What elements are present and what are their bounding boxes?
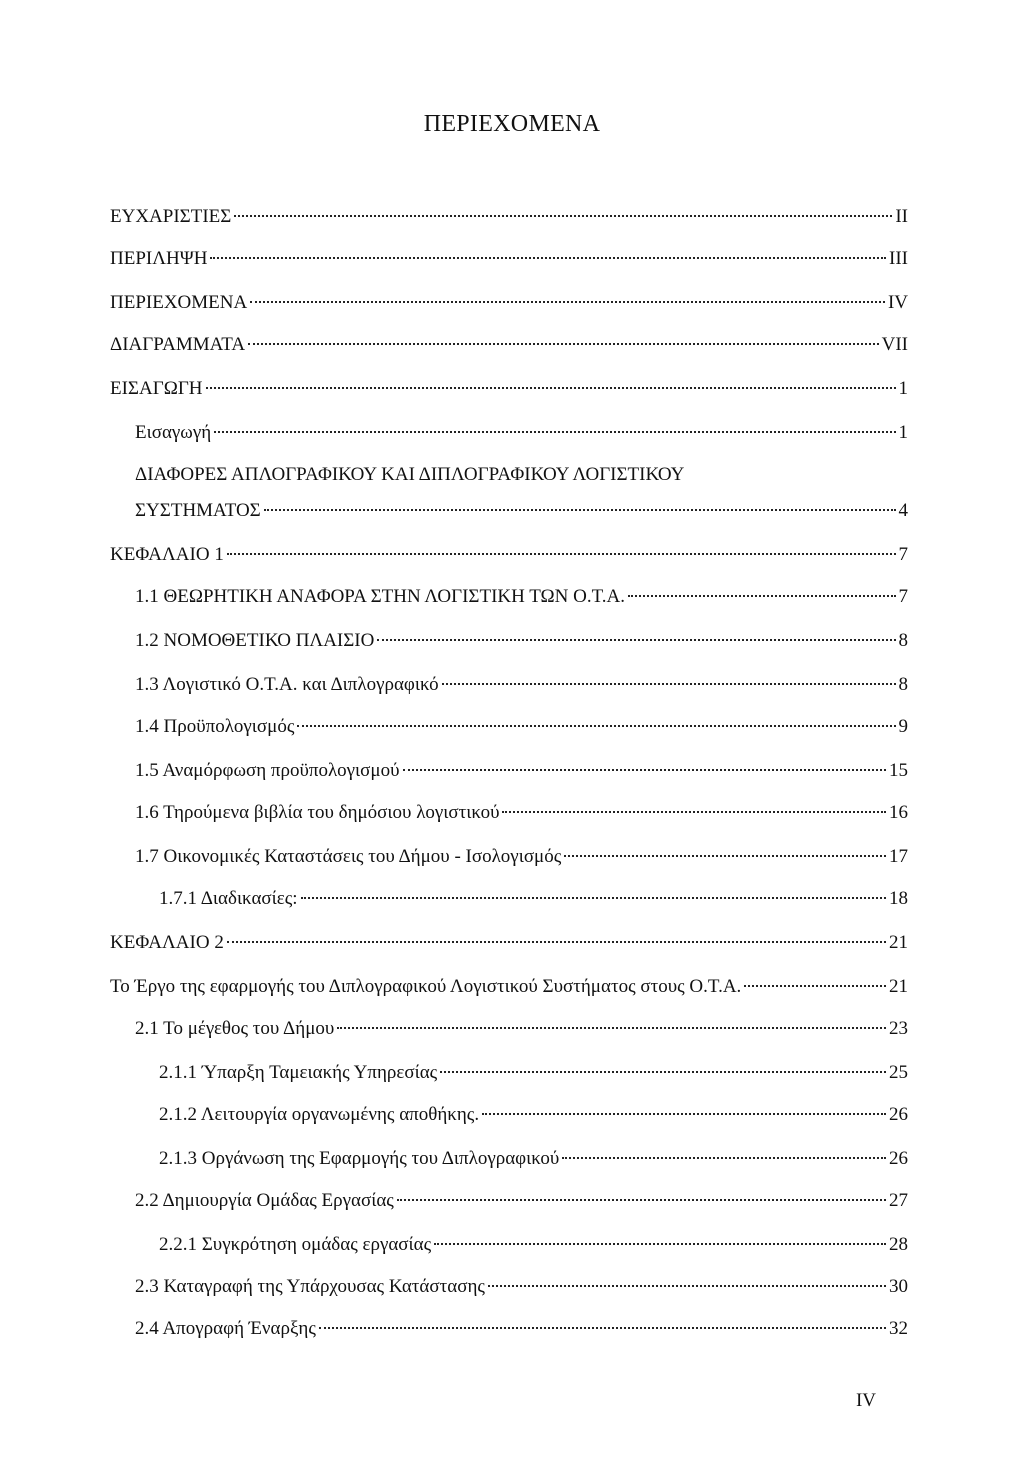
toc-entry-title: 1.3 Λογιστικό Ο.Τ.Α. και Διπλογραφικό [135,674,439,695]
toc-entry-page: 1 [898,378,908,399]
toc-entry-title: 1.4 Προϋπολογισμός [135,716,295,737]
dot-leader [248,343,879,345]
toc-entry[interactable] [135,672,908,698]
toc-entry-title: 1.7 Οικονομικές Καταστάσεις του Δήμου - Ισολογισμός [135,846,562,867]
toc-entry-title: 2.4 Απογραφή Έναρξης [135,1318,316,1339]
toc-entry-title: Εισαγωγή [135,422,212,443]
toc-entry-page: 15 [889,760,908,781]
toc-entry-page: 28 [889,1234,908,1255]
toc-entry[interactable] [135,1274,908,1300]
toc-entry-title: 1.2 ΝΟΜΟΘΕΤΙΚΟ ΠΛΑΙΣΙΟ [135,630,375,651]
toc-entry[interactable] [159,1232,908,1258]
page-number: IV [855,1390,876,1411]
toc-entry[interactable] [159,1102,908,1128]
dot-leader [442,683,896,685]
toc-entry-page: IV [887,292,908,313]
toc-entry[interactable] [135,498,908,524]
dot-leader [564,855,886,857]
toc-entry-page: 30 [889,1276,908,1297]
toc-entry[interactable] [110,376,908,402]
toc-entry-title: ΣΥΣΤΗΜΑΤΟΣ [135,500,261,521]
toc-entry-page: 8 [898,630,908,651]
dot-leader [482,1113,886,1115]
dot-leader [250,301,885,303]
toc-entry-page: 23 [889,1018,908,1039]
toc-entry-page: 17 [889,846,908,867]
dot-leader [744,985,886,987]
toc-entry[interactable] [135,1188,908,1214]
page-title: ΠΕΡΙΕΧΟΜΕΝΑ [423,111,601,137]
dot-leader [562,1157,886,1159]
toc-entry-title: 1.6 Τηρούμενα βιβλία του δημόσιου λογιστικού [135,802,500,823]
toc-entry[interactable] [110,332,908,358]
toc-entry-page: 25 [889,1062,908,1083]
dot-leader [227,941,886,943]
toc-entry-title: 1.1 ΘΕΩΡΗΤΙΚΗ ΑΝΑΦΟΡΑ ΣΤΗΝ ΛΟΓΙΣΤΙΚΗ ΤΩΝ Ο.Τ.Α. [135,586,625,607]
table-of-contents [0,204,1024,1444]
toc-entry-title: ΠΕΡΙΛΗΨΗ [110,248,208,269]
dot-leader [502,811,886,813]
toc-entry-title: 1.7.1 Διαδικασίες: [159,888,298,909]
toc-entry[interactable] [135,584,908,610]
toc-entry-title: ΚΕΦΑΛΑΙΟ 1 [110,544,224,565]
toc-entry-page: II [895,206,908,227]
toc-entry-title: 2.1.1 Ύπαρξη Ταμειακής Υπηρεσίας [159,1062,438,1083]
dot-leader [301,897,886,899]
toc-entry-page: 21 [889,976,908,997]
toc-entry-title: 2.1.2 Λειτουργία οργανωμένης αποθήκης. [159,1104,480,1125]
toc-entry-page: 4 [898,500,908,521]
toc-entry-title: 2.2.1 Συγκρότηση ομάδας εργασίας [159,1234,432,1255]
toc-entry-title: 2.2 Δημιουργία Ομάδας Εργασίας [135,1190,394,1211]
dot-leader [319,1327,886,1329]
dot-leader [214,431,895,433]
toc-entry[interactable] [135,758,908,784]
dot-leader [488,1285,886,1287]
dot-leader [227,553,896,555]
toc-entry-page: 26 [889,1104,908,1125]
toc-entry-title: ΠΕΡΙΕΧΟΜΕΝΑ [110,292,248,313]
dot-leader [377,639,895,641]
dot-leader [210,257,886,259]
toc-entry[interactable] [159,886,908,912]
toc-entry[interactable] [135,844,908,870]
toc-entry[interactable] [110,204,908,230]
toc-entry[interactable] [135,628,908,654]
toc-entry-title: ΚΕΦΑΛΑΙΟ 2 [110,932,224,953]
toc-entry-title: 2.3 Καταγραφή της Υπάρχουσας Κατάστασης [135,1276,485,1297]
toc-entry[interactable] [135,462,684,488]
dot-leader [297,725,895,727]
toc-entry-page: 26 [889,1148,908,1169]
dot-leader [234,215,892,217]
dot-leader [434,1243,886,1245]
toc-entry[interactable] [110,542,908,568]
toc-entry[interactable] [135,714,908,740]
dot-leader [264,509,896,511]
toc-entry[interactable] [159,1146,908,1172]
dot-leader [403,769,886,771]
toc-entry-page: 27 [889,1190,908,1211]
toc-entry-page: 1 [898,422,908,443]
toc-entry-title: ΔΙΑΦΟΡΕΣ ΑΠΛΟΓΡΑΦΙΚΟΥ ΚΑΙ ΔΙΠΛΟΓΡΑΦΙΚΟΥ ΛΟΓΙΣΤΙΚΟΥ [135,464,685,485]
toc-entry-title: ΕΙΣΑΓΩΓΗ [110,378,203,399]
toc-entry[interactable] [135,420,908,446]
toc-entry-page: 32 [889,1318,908,1339]
toc-entry[interactable] [135,1016,908,1042]
toc-entry[interactable] [135,800,908,826]
toc-entry-page: 21 [889,932,908,953]
toc-entry-title: 1.5 Αναμόρφωση προϋπολογισμού [135,760,400,781]
toc-entry[interactable] [110,246,908,272]
toc-entry[interactable] [110,930,908,956]
toc-entry[interactable] [159,1060,908,1086]
toc-entry-page: 8 [898,674,908,695]
dot-leader [628,595,896,597]
toc-entry-title: 2.1.3 Οργάνωση της Εφαρμογής του Διπλογραφικού [159,1148,560,1169]
dot-leader [337,1027,886,1029]
toc-entry-page: 7 [898,586,908,607]
toc-entry-page: III [889,248,908,269]
toc-entry-page: 16 [889,802,908,823]
dot-leader [440,1071,886,1073]
toc-entry-title: Το Έργο της εφαρμογής του Διπλογραφικού Λογιστικού Συστήματος στους Ο.Τ.Α. [110,976,742,997]
toc-entry-page: 7 [898,544,908,565]
toc-entry-page: VII [881,334,908,355]
dot-leader [206,387,896,389]
toc-entry-title: 2.1 Το μέγεθος του Δήμου [135,1018,335,1039]
dot-leader [397,1199,886,1201]
toc-entry-page: 18 [889,888,908,909]
toc-entry-page: 9 [898,716,908,737]
toc-entry-title: ΕΥΧΑΡΙΣΤΙΕΣ [110,206,232,227]
toc-entry[interactable] [135,1316,908,1342]
toc-entry-title: ΔΙΑΓΡΑΜΜΑΤΑ [110,334,246,355]
toc-entry[interactable] [110,290,908,316]
toc-entry[interactable] [110,974,908,1000]
